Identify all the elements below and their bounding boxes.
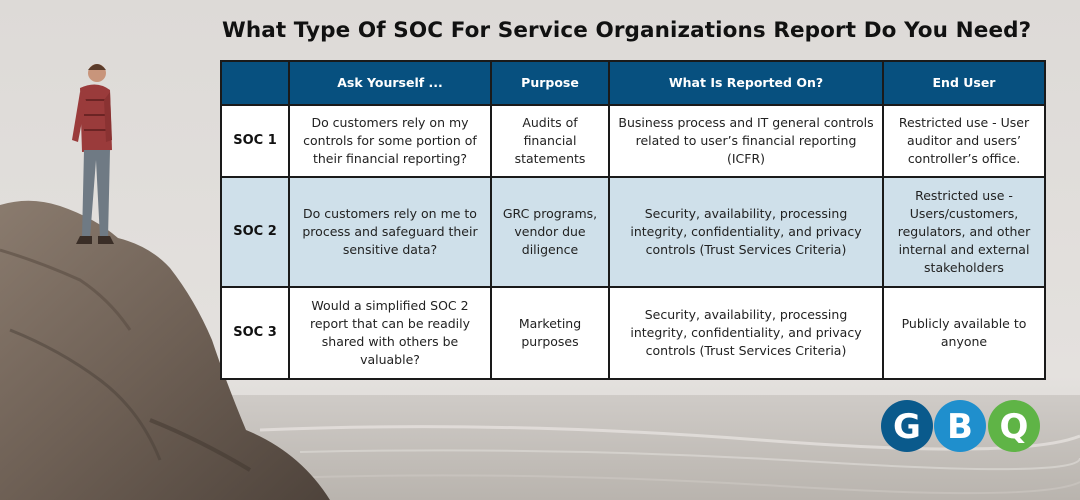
logo-letter-q: Q: [999, 407, 1029, 447]
reported-cell: Business process and IT general controls related to user’s financial reporting (ICFR): [609, 105, 883, 177]
header-what-reported: What Is Reported On?: [609, 61, 883, 105]
logo-letter-g: G: [893, 407, 921, 447]
header-end-user: End User: [883, 61, 1045, 105]
header-purpose: Purpose: [491, 61, 609, 105]
table-header-row: [221, 61, 1045, 105]
ask-cell: Would a simplified SOC 2 report that can be readily shared with others be valuable?: [289, 287, 491, 379]
soc-comparison-table: [220, 60, 1046, 380]
row-label: SOC 2: [221, 177, 289, 287]
end-user-cell: Restricted use - Users/customers, regulators, and other internal and external stakeholders: [883, 177, 1045, 287]
end-user-cell: Publicly available to anyone: [883, 287, 1045, 379]
row-label: SOC 3: [221, 287, 289, 379]
table-row: [221, 287, 1045, 379]
purpose-cell: GRC programs, vendor due diligence: [491, 177, 609, 287]
ask-cell: Do customers rely on me to process and safeguard their sensitive data?: [289, 177, 491, 287]
ask-cell: Do customers rely on my controls for some portion of their financial reporting?: [289, 105, 491, 177]
end-user-cell: Restricted use - User auditor and users’ controller’s office.: [883, 105, 1045, 177]
page-title: What Type Of SOC For Service Organizations Report Do You Need?: [222, 18, 1032, 43]
purpose-cell: Marketing purposes: [491, 287, 609, 379]
row-label: SOC 1: [221, 105, 289, 177]
reported-cell: Security, availability, processing integrity, confidentiality, and privacy controls (Trust Services Criteria): [609, 177, 883, 287]
reported-cell: Security, availability, processing integrity, confidentiality, and privacy controls (Trust Services Criteria): [609, 287, 883, 379]
purpose-cell: Audits of financial statements: [491, 105, 609, 177]
logo-letter-b: B: [947, 407, 973, 447]
header-ask-yourself: Ask Yourself ...: [289, 61, 491, 105]
table-row: [221, 177, 1045, 287]
header-blank: [221, 61, 289, 105]
gbq-logo: [880, 398, 1044, 454]
table-row: [221, 105, 1045, 177]
